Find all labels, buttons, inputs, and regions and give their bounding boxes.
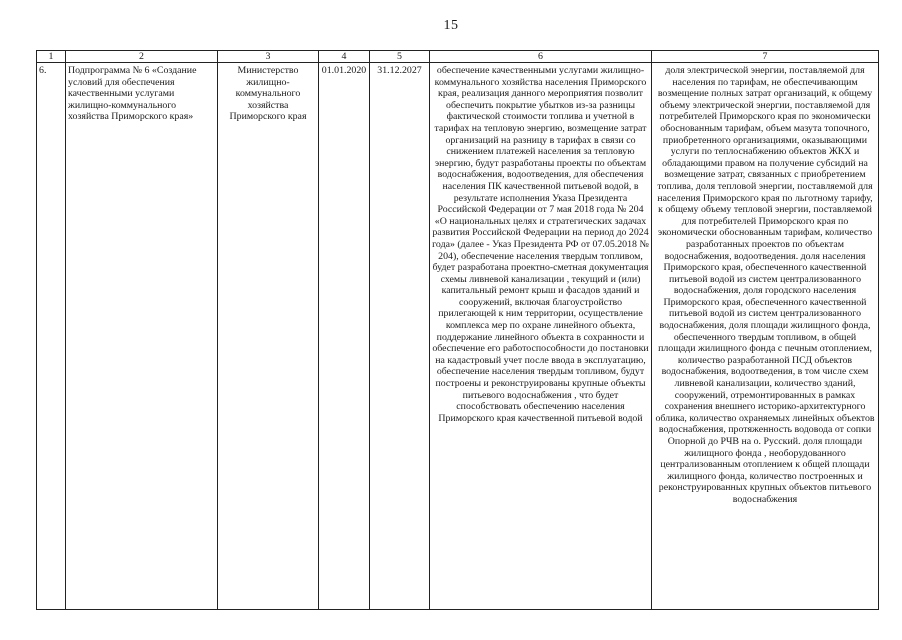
header-col-5: 5 <box>370 51 430 63</box>
header-col-7: 7 <box>652 51 879 63</box>
responsible-executor: Министерство жилищно-коммунального хозяйства Приморского края <box>218 63 319 610</box>
table-row <box>37 63 879 610</box>
header-col-3: 3 <box>218 51 319 63</box>
page-number: 15 <box>443 18 459 33</box>
header-row <box>37 51 879 63</box>
expected-result: обеспечение качественными услугами жилищно-коммунального хозяйства населения Приморского края, реализация данного мероприятия позволит обеспечить покрытие убытков из-за разницы фактической стоимости топлива и учетной в тарифах на тепловую энергию, возмещение затрат организаций на разницу в тарифах в связи со снижением платежей населения за тепловую энергию, будут разработаны проекты по объектам водоснабжения, водоотведения, для обеспечения населения ПК качественной питьевой водой, в результате исполнения Указа Президента Российской Федерации от 7 мая 2018 года № 204 «О национальных целях и стратегических задачах развития Российской Федерации на период до 2024 года» (далее - Указ Президента РФ от 07.05.2018 № 204), обеспечение населения твердым топливом, будет разработана проектно-сметная документация схемы ливневой канализации , текущий и (или) капитальный ремонт крыш и фасадов зданий и сооружений, включая благоустройство прилегающей к ним территории, осуществление комплекса мер по охране линейного объекта, поддержание линейного объекта в сохранности и обеспечение его работоспособности до постановки на кадастровый учет после ввода в эксплуатацию, обеспечение населения твердым топливом, будут построены и реконструированы крупные объекты питьевого водоснабжения , что будет способствовать обеспечению населения Приморского края качественной питьевой водой <box>430 63 652 610</box>
row-number: 6. <box>37 63 66 610</box>
start-date: 01.01.2020 <box>319 63 370 610</box>
target-indicators: доля электрической энергии, поставляемой для населения по тарифам, не обеспечивающим возмещение полных затрат организаций, к общему объему электрической энергии, поставляемой для потребителей Приморского края по экономически обоснованным тарифам, объем мазута топочного, приобретенного организациями, оказывающими услуги по теплоснабжению объектов ЖКХ и обладающими правом на получение субсидий на возмещение затрат, связанных с приобретением топлива, доля тепловой энергии, поставляемой для населения Приморского края по льготному тарифу, к общему объему тепловой энергии, поставляемой для потребителей Приморского края по экономически обоснованным тарифам, количество разработанных проектов по объектам водоснабжения, водоотведения. доля населения Приморского края, обеспеченного качественной питьевой водой из систем централизованного водоснабжения, доля городского населения Приморского края, обеспеченного качественной питьевой водой из систем централизованного водоснабжения, доля площади жилищного фонда, обеспеченного твердым топливом, в общей площади жилищного фонда с печным отоплением, количество разработанной ПСД объектов водоснабжения, водоотведения, в том числе схем ливневой канализации, количество зданий, сооружений, отремонтированных в рамках сохранения внешнего историко-архитектурного облика, количество охраняемых линейных объектов водоснабжения, протяженность водовода от сопки Опорной до РЧВ на о. Русский. доля площади жилищного фонда , необорудованного централизованным отоплением к общей площади жилищного фонда, количество построенных и реконструированных крупных объектов питьевого водоснабжения <box>652 63 879 610</box>
header-col-2: 2 <box>66 51 218 63</box>
header-col-6: 6 <box>430 51 652 63</box>
table-header <box>37 51 879 63</box>
table-body <box>37 63 879 610</box>
program-table <box>36 50 879 610</box>
end-date: 31.12.2027 <box>370 63 430 610</box>
header-col-4: 4 <box>319 51 370 63</box>
header-col-1: 1 <box>37 51 66 63</box>
subprogram-name: Подпрограмма № 6 «Создание условий для обеспечения качественными услугами жилищно-коммунального хозяйства Приморского края» <box>66 63 218 610</box>
